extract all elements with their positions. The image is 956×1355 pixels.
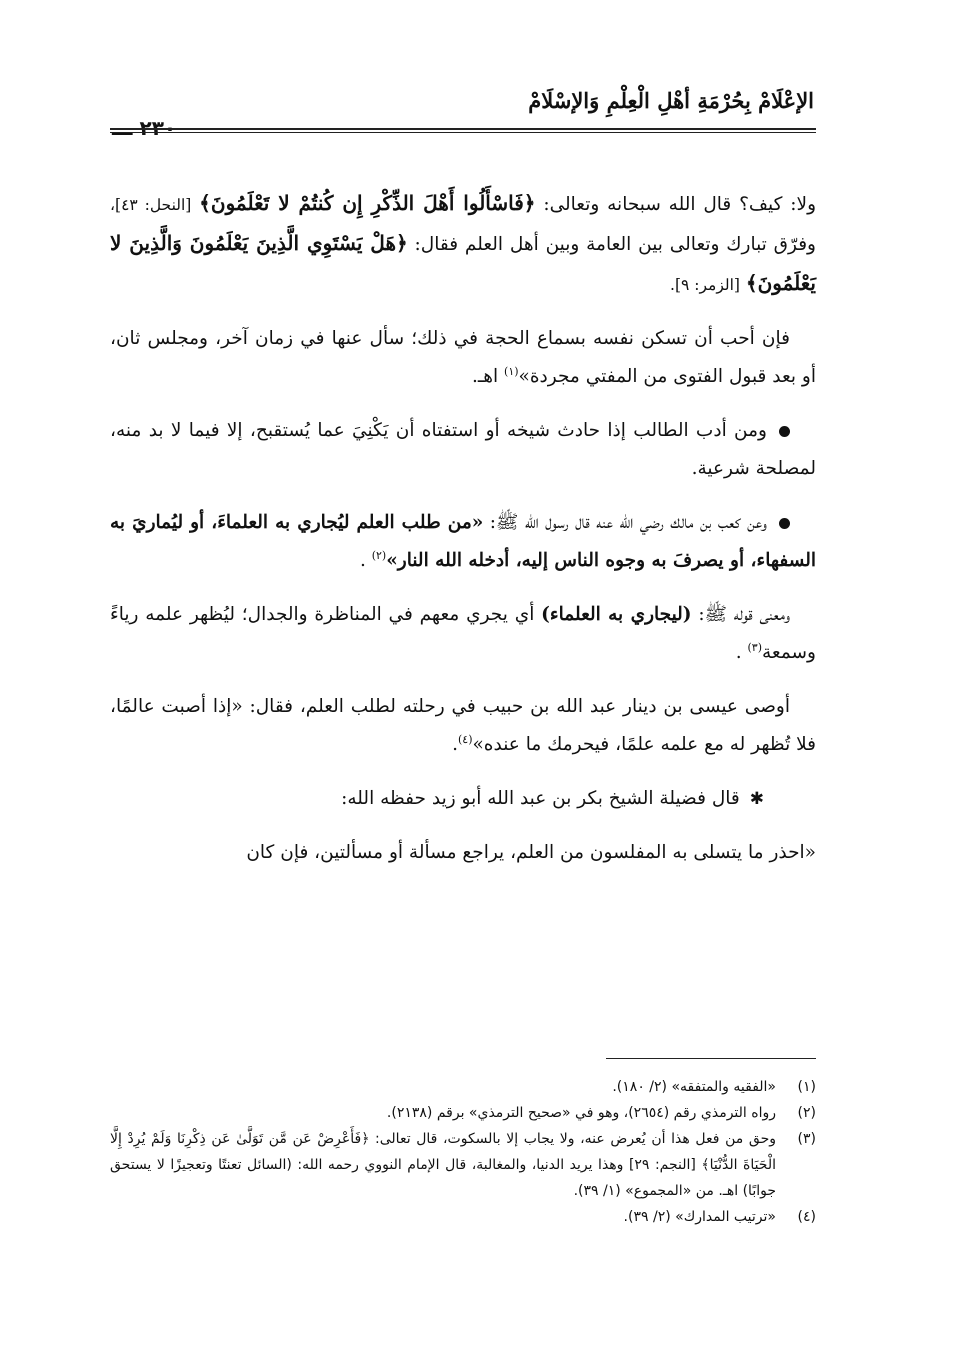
paragraph-4 (110, 504, 816, 580)
footnote-1 (110, 1074, 816, 1100)
hadith-text: «من طلب العلم ليُجاري به العلماءَ، أو ليُماريَ به السفهاء، أو يصرفَ به وجوه الناس إليه، أدخله الله النار» (110, 512, 816, 571)
text: وفرّق تبارك وتعالى بين العامة وبين أهل العلم فقال: (414, 234, 816, 255)
asterisk-icon: ✱ (749, 789, 764, 809)
footnote-4 (110, 1204, 816, 1230)
main-text (110, 184, 816, 888)
verse-reference: [الزمر: ٩]. (670, 276, 740, 294)
quoted-phrase: (ليجاري به العلماء) (541, 604, 692, 625)
text: . (452, 734, 458, 755)
footnote-rule (606, 1058, 816, 1059)
footnote-text: رواه الترمذي رقم (٢٦٥٤)، وهو في «صحيح الترمذي» برقم (٢١٣٨). (386, 1105, 776, 1121)
text: ومعنى قوله ﷺ: (691, 604, 791, 625)
page-number: ٢٣٠ ـــ (112, 116, 177, 140)
footnote-marker[interactable]: (٣) (747, 640, 763, 654)
page-header (110, 80, 816, 146)
footnotes (110, 1074, 816, 1230)
paragraph-3 (110, 412, 816, 488)
text: أي يجري معهم في المناظرة والجدال؛ ليُظهر علمه رياءً وسمعة (110, 604, 816, 663)
quran-verse: ﴿هَلْ يَسْتَوِي الَّذِينَ يَعْلَمُونَ وَالَّذِينَ لا يَعْلَمُونَ﴾ (110, 231, 816, 295)
text: فإن أحب أن تسكن نفسه بسماع الحجة في ذلك؛ سأل عنها في زمان آخر، ومجلس ثان، أو بعد قبول الفتوى من المفتي مجردة» (110, 328, 816, 387)
text: اهـ. (471, 366, 505, 387)
book-page (110, 80, 816, 1320)
bullet-icon (779, 518, 790, 529)
bullet-icon (779, 426, 790, 437)
text: أوصى عيسى بن دينار عبد الله بن حبيب في رحلته لطلب العلم، فقال: «إذا أصبت عالمًا، فلا تُظهر له مع علمه علمًا، فيحرمك ما عنده» (110, 696, 816, 755)
footnote-2 (110, 1100, 816, 1126)
footnote-number: (٤) (797, 1209, 816, 1225)
footnote-number: (٣) (797, 1131, 816, 1147)
text: ولا: كيف؟ قال الله سبحانه وتعالى: (543, 194, 816, 215)
footnote-text: «الفقيه والمتفقه» (٢/ ١٨٠). (612, 1079, 776, 1095)
footnote-marker[interactable]: (٢) (371, 548, 387, 562)
text: قال فضيلة الشيخ بكر بن عبد الله أبو زيد حفظه الله: (341, 788, 740, 809)
header-rule (110, 128, 816, 133)
footnote-marker[interactable]: (١) (504, 364, 519, 378)
footnote-marker[interactable]: (٤) (457, 732, 473, 746)
text: «احذر ما يتسلى به المفلسون من العلم، يراجع مسألة أو مسألتين، فإن كان (246, 842, 816, 863)
quran-verse: ﴿فَاسْأَلُوا أَهْلَ الذِّكْرِ إِن كُنتُمْ لا تَعْلَمُونَ﴾ (199, 191, 536, 215)
paragraph-2 (110, 320, 816, 396)
paragraph-6 (110, 688, 816, 764)
text: . (359, 550, 372, 571)
footnote-text: «ترتيب المدارك» (٢/ ٣٩). (623, 1209, 776, 1225)
paragraph-1 (110, 184, 816, 304)
footnote-number: (٢) (797, 1105, 816, 1121)
text: . (735, 642, 748, 663)
text: ومن أدب الطالب إذا حادث شيخه أو استفتاه أن يَكْنِيَ عما يُستقبح، إلا فيما لا بد منه، لمصلحة شرعية. (110, 420, 816, 479)
footnote-number: (١) (797, 1079, 816, 1095)
verse-reference: [النحل: ٤٣]، (110, 196, 192, 214)
text: وعن كعب بن مالك رضي الله عنه قال رسول الله ﷺ: (483, 512, 767, 533)
paragraph-8 (110, 834, 816, 872)
running-title: الإعْلَامْ بِحُرْمَةِ أهْلِ الْعِلْمِ وَالإسْلَامْ (528, 88, 814, 113)
footnote-text: وحق من فعل هذا أن يُعرض عنه، ولا يجاب إلا بالسكوت، قال تعالى: ﴿فَأَعْرِضْ عَن مَّن تَوَلَّىٰ عَن ذِكْرِنَا وَلَمْ يُرِدْ إِلَّا الْحَيَاةَ الدُّنْيَا﴾ [النجم: ٢٩] وهذا يريد الدنيا، والمغالبة، قال الإمام النووي رحمه الله: (السائل تعنتًا وتعجيزًا لا يستحق جوابًا) اهـ. من «المجموع» (١/ ٣٩). (110, 1131, 777, 1199)
paragraph-5 (110, 596, 816, 672)
paragraph-7 (110, 780, 816, 818)
footnote-3 (110, 1126, 816, 1204)
